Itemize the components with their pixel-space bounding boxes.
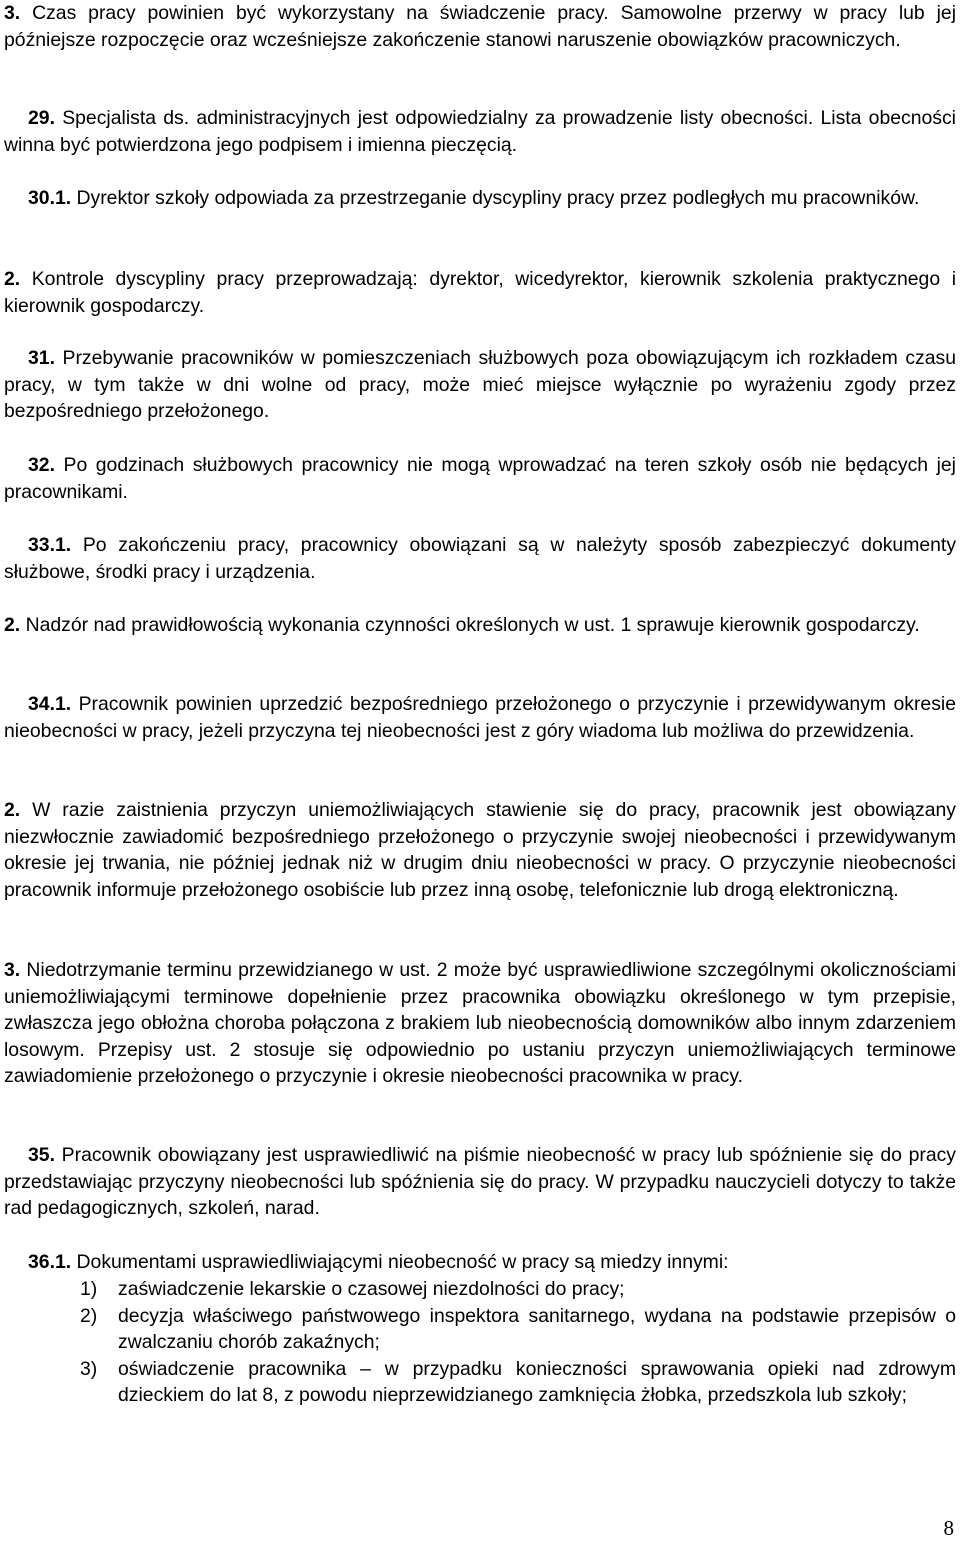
paragraph-text: Dokumentami usprawiedliwiającymi nieobecność w pracy są miedzy innymi: — [76, 1251, 729, 1273]
paragraph-30-1 — [4, 185, 956, 212]
page-number: 8 — [943, 1516, 954, 1540]
paragraph-35 — [4, 1142, 956, 1222]
list-item-text: oświadczenie pracownika – w przypadku konieczności sprawowania opieki nad zdrowym dzieckiem do lat 8, z powodu nieprzewidzianego zamknięcia żłobka, przedszkola lub szkoły; — [118, 1357, 956, 1406]
list-item-number: 1) — [80, 1278, 98, 1300]
paragraph-number: 35. — [28, 1144, 55, 1166]
paragraph-text: Dyrektor szkoły odpowiada za przestrzeganie dyscypliny pracy przez podległych mu pracowników. — [76, 187, 920, 209]
paragraph-34-3 — [4, 957, 956, 1090]
paragraph-36-1 — [4, 1249, 956, 1276]
paragraph-number: 3. — [4, 959, 21, 981]
paragraph-33-1 — [4, 532, 956, 585]
paragraph-number: 31. — [28, 347, 55, 369]
paragraph-text: Po godzinach służbowych pracownicy nie mogą wprowadzać na teren szkoły osób nie będących jej pracownikami. — [4, 454, 956, 503]
paragraph-33-2 — [4, 612, 956, 639]
list-item — [80, 1303, 956, 1356]
paragraph-text: Przebywanie pracowników w pomieszczeniach służbowych poza obowiązującym ich rozkładem czasu pracy, w tym także w dni wolne od pracy, może mieć miejsce wyłącznie po wyrażeniu zgody przez bezpośredniego przełożonego. — [4, 347, 956, 422]
paragraph-3 — [4, 0, 956, 53]
paragraph-text: Niedotrzymanie terminu przewidzianego w ust. 2 może być usprawiedliwione szczególnymi okolicznościami uniemożliwiającymi terminowe dopełnienie przez pracownika obowiązku określonego w tym przepisie, zwłaszcza jego obłożna choroba połączona z brakiem lub nieobecnością domowników albo innym zdarzeniem losowym. Przepisy ust. 2 stosuje się odpowiednio po ustaniu przyczyn uniemożliwiających terminowe zawiadomienie przełożonego o przyczynie i okresie nieobecności pracownika w pracy. — [4, 959, 957, 1087]
paragraph-number: 2. — [4, 268, 21, 290]
paragraph-text: Specjalista ds. administracyjnych jest odpowiedzialny za prowadzenie listy obecności. Lista obecności winna być potwierdzona jego podpisem i imienna pieczęcią. — [4, 107, 956, 156]
paragraph-34-1 — [4, 691, 956, 744]
paragraph-number: 34.1. — [28, 693, 72, 715]
list-item — [80, 1356, 956, 1409]
paragraph-number: 33.1. — [28, 534, 72, 556]
paragraph-29 — [4, 105, 956, 158]
paragraph-text: Pracownik obowiązany jest usprawiedliwić na piśmie nieobecność w pracy lub spóźnienie się do pracy przedstawiając przyczyny nieobecności lub spóźnienia się do pracy. W przypadku nauczycieli dotyczy to także rad pedagogicznych, szkoleń, narad. — [4, 1144, 956, 1219]
paragraph-number: 2. — [4, 799, 21, 821]
paragraph-number: 36.1. — [28, 1251, 72, 1273]
paragraph-text: Pracownik powinien uprzedzić bezpośredniego przełożonego o przyczynie i przewidywanym okresie nieobecności w pracy, jeżeli przyczyna tej nieobecności jest z góry wiadoma lub możliwa do przewidzenia. — [4, 693, 956, 742]
list-item-number: 2) — [80, 1304, 98, 1327]
paragraph-text: Kontrole dyscypliny pracy przeprowadzają: dyrektor, wicedyrektor, kierownik szkolenia praktycznego i kierownik gospodarczy. — [4, 268, 956, 317]
paragraph-text: W razie zaistnienia przyczyn uniemożliwiających stawienie się do pracy, pracownik jest obowiązany niezwłocznie zawiadomić bezpośredniego przełożonego o przyczynie swojej nieobecności i przewidywanym okresie jej trwania, nie później jednak niż w drugim dniu nieobecności w pracy. O przyczynie nieobecności pracownik informuje przełożonego osobiście lub przez inną osobę, telefonicznie lub drogą elektroniczną. — [4, 799, 956, 901]
paragraph-34-2 — [4, 797, 956, 903]
paragraph-32 — [4, 452, 956, 505]
paragraph-text: Po zakończeniu pracy, pracownicy obowiązani są w należyty sposób zabezpieczyć dokumenty służbowe, środki pracy i urządzenia. — [4, 534, 957, 583]
paragraph-30-2 — [4, 266, 956, 319]
paragraph-number: 2. — [4, 614, 21, 636]
paragraph-text: Nadzór nad prawidłowością wykonania czynności określonych w ust. 1 sprawuje kierownik gospodarczy. — [25, 614, 920, 636]
paragraph-31 — [4, 345, 956, 425]
list-item — [80, 1276, 956, 1303]
paragraph-number: 30.1. — [28, 187, 72, 209]
paragraph-number: 32. — [28, 454, 55, 476]
list-item-number: 3) — [80, 1357, 98, 1380]
paragraph-number: 29. — [28, 107, 55, 129]
list-item-text: decyzja właściwego państwowego inspektora sanitarnego, wydana na podstawie przepisów o zwalczaniu chorób zakaźnych; — [118, 1304, 956, 1353]
list-item-text: zaświadczenie lekarskie o czasowej niezdolności do pracy; — [118, 1278, 625, 1300]
justification-list — [80, 1276, 956, 1409]
paragraph-text: Czas pracy powinien być wykorzystany na świadczenie pracy. Samowolne przerwy w pracy lub jej późniejsze rozpoczęcie oraz wcześniejsze zakończenie stanowi naruszenie obowiązków pracowniczych. — [4, 2, 957, 51]
paragraph-number: 3. — [4, 2, 21, 24]
